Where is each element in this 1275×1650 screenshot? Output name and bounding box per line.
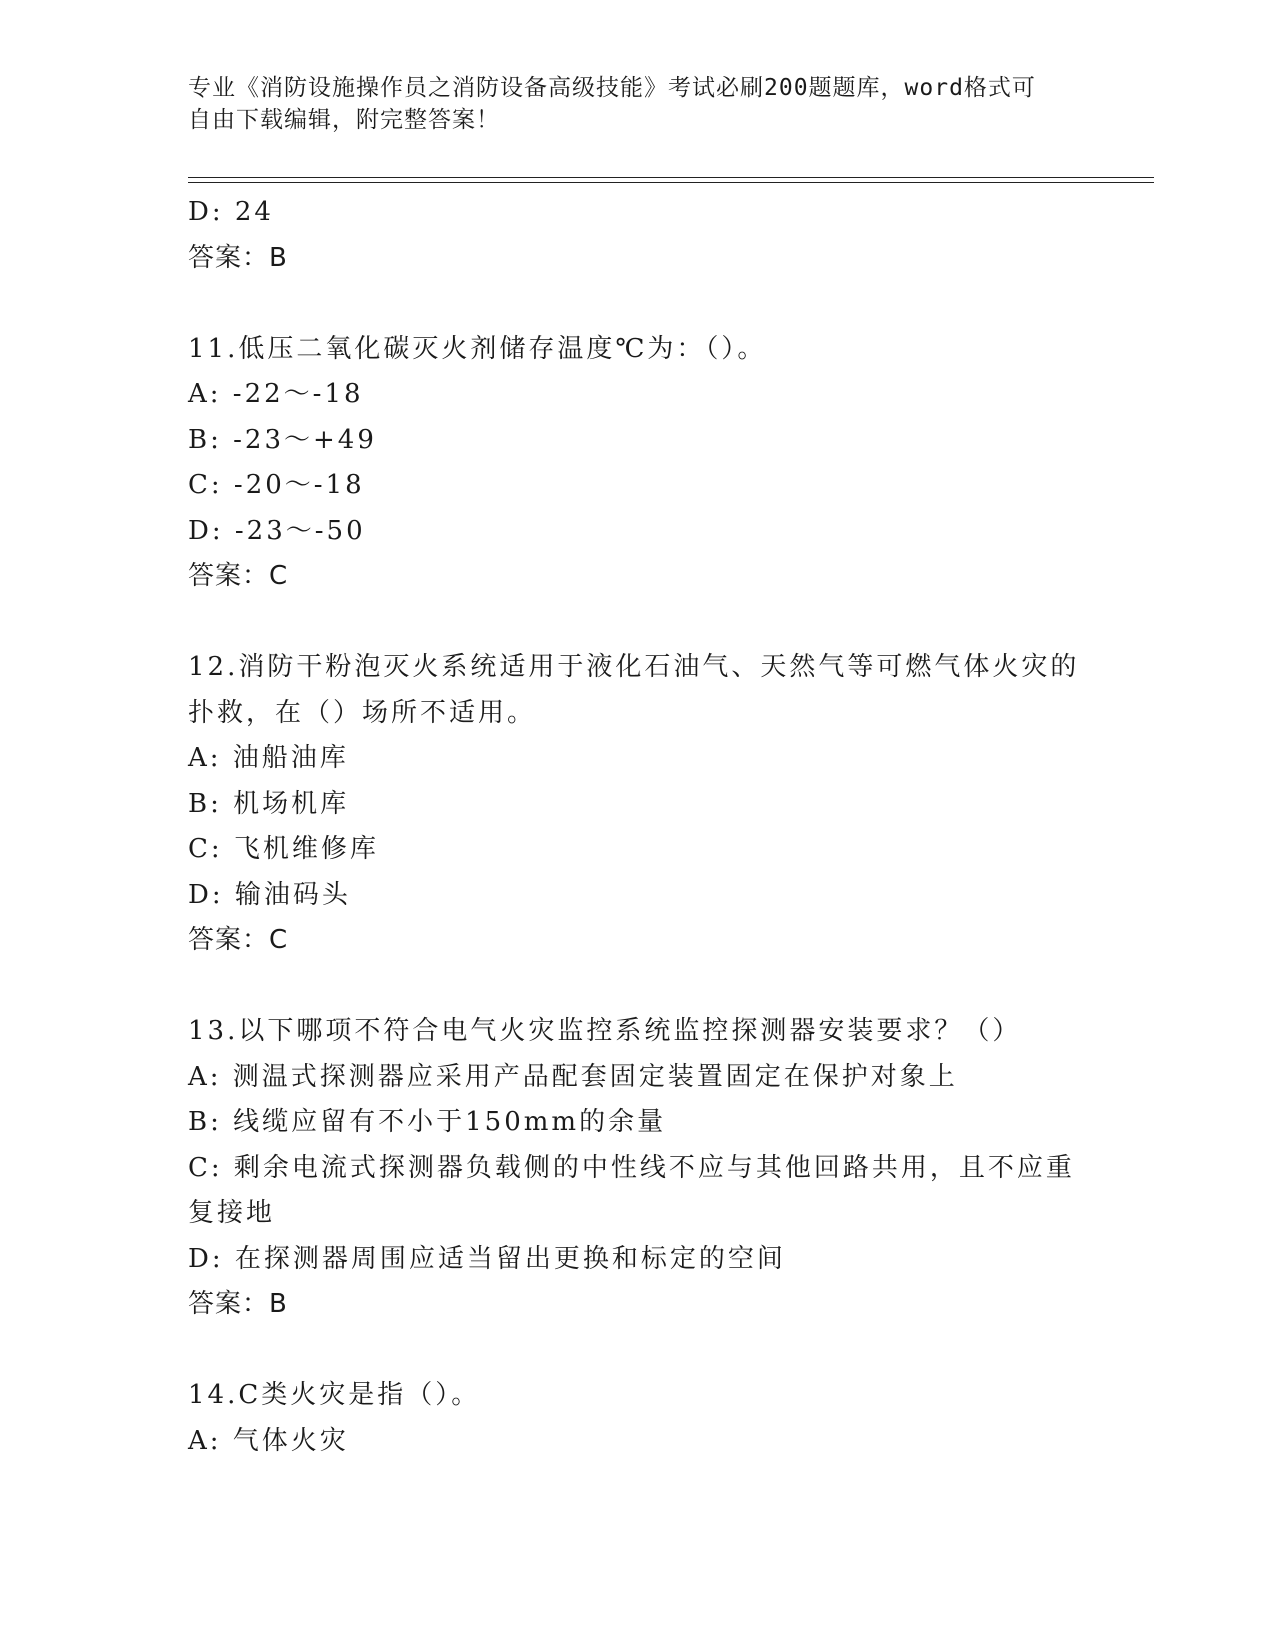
header-divider-bottom [188, 182, 1154, 183]
spacer [188, 281, 1088, 327]
q13-option-c-line-2: 复接地 [188, 1198, 276, 1228]
q12-answer: 答案：C [188, 925, 289, 955]
q11-answer: 答案：C [188, 561, 289, 591]
q13-option-a: A: 测温式探测器应采用产品配套固定装置固定在保护对象上 [188, 1061, 958, 1092]
q12-option-a: A: 油船油库 [188, 743, 349, 773]
q14-option-a: A: 气体火灾 [188, 1425, 349, 1456]
document-header [188, 72, 1068, 136]
q11-option-a: A: -22～-18 [188, 379, 364, 409]
q13-option-d: D: 在探测器周围应适当留出更换和标定的空间 [188, 1243, 786, 1274]
header-line-1: 专业《消防设施操作员之消防设备高级技能》考试必刷200题题库，word格式可 [188, 75, 1036, 101]
spacer [188, 600, 1088, 646]
spacer [188, 964, 1088, 1010]
q14-question: 14.C类火灾是指（）。 [188, 1380, 481, 1410]
q11-option-c: C: -20～-18 [188, 470, 365, 500]
header-line-2: 自由下载编辑，附完整答案！ [188, 107, 500, 133]
question-list [188, 190, 1088, 1464]
q13-question: 13.以下哪项不符合电气火灾监控系统监控探测器安装要求？（） [188, 1016, 1022, 1046]
q13-option-b: B: 线缆应留有不小于150mm的余量 [188, 1107, 667, 1137]
spacer [188, 1328, 1088, 1374]
q12-option-c: C: 飞机维修库 [188, 834, 379, 864]
q12-question-line-2: 扑救，在（）场所不适用。 [188, 697, 537, 728]
q13-answer: 答案：B [188, 1289, 288, 1319]
q13-option-c-line-1: C: 剩余电流式探测器负载侧的中性线不应与其他回路共用，且不应重 [188, 1152, 1075, 1183]
q10-option-d: D: 24 [188, 197, 274, 227]
q12-option-d: D: 输油码头 [188, 879, 351, 910]
q10-answer: 答案：B [188, 242, 288, 273]
q11-option-b: B: -23～+49 [188, 424, 377, 455]
q12-option-b: B: 机场机库 [188, 788, 350, 819]
header-divider-top [188, 177, 1154, 178]
q12-question-line-1: 12.消防干粉泡灭火系统适用于液化石油气、天然气等可燃气体火灾的 [188, 652, 1080, 682]
q11-question: 11.低压二氧化碳灭火剂储存温度℃为：（）。 [188, 333, 767, 364]
q11-option-d: D: -23～-50 [188, 515, 366, 546]
